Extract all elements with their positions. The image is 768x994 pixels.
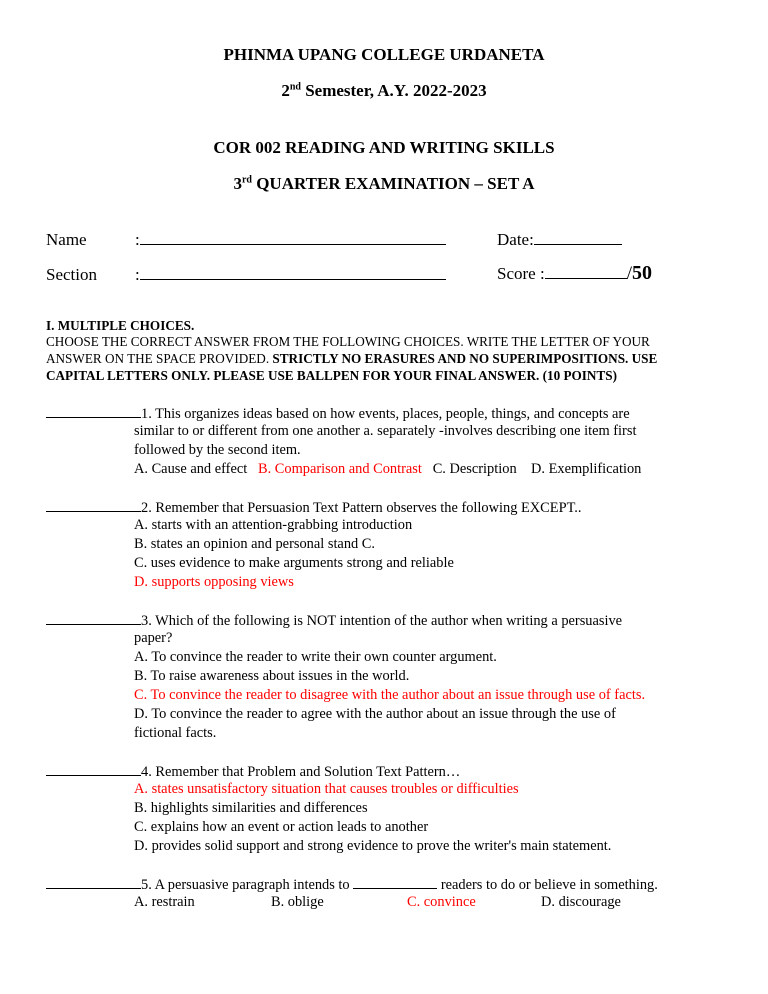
q1-option-d: D. Exemplification <box>531 461 642 477</box>
name-label: Name <box>46 230 87 249</box>
q5-option-a: A. restrain <box>134 894 195 910</box>
q5-option-c: C. convince <box>407 894 476 910</box>
answer-blank-1[interactable] <box>46 403 141 418</box>
q4-option-c: C. explains how an event or action leads to another <box>134 819 429 835</box>
score-total: 50 <box>631 262 652 284</box>
q2-option-c: C. uses evidence to make arguments strong and reliable <box>134 555 454 571</box>
q3-line-2: paper? <box>134 630 173 646</box>
section-title: I. MULTIPLE CHOICES. <box>46 318 195 333</box>
q1-options <box>134 460 641 479</box>
question-1 <box>46 403 630 424</box>
question-3 <box>46 610 622 631</box>
q2-option-a: A. starts with an attention-grabbing introduction <box>134 517 413 533</box>
score-field[interactable] <box>497 262 652 285</box>
q2-option-b: B. states an opinion and personal stand C. <box>134 536 376 552</box>
q3-option-d: D. To convince the reader to agree with the author about an issue through the use of <box>134 706 616 722</box>
instruction-line-3: CAPITAL LETTERS ONLY. PLEASE USE BALLPEN FOR YOUR FINAL ANSWER. (10 POINTS) <box>46 368 617 383</box>
course-title: COR 002 READING AND WRITING SKILLS <box>213 138 555 157</box>
score-line[interactable] <box>545 278 627 279</box>
q4-stem: 4. Remember that Problem and Solution Text Pattern… <box>141 764 461 780</box>
q5-stem-pre: 5. A persuasive paragraph intends to <box>141 877 354 893</box>
instruction-bold: STRICTLY NO ERASURES AND NO SUPERIMPOSITIONS. USE <box>272 351 658 366</box>
date-line[interactable] <box>534 244 622 245</box>
q1-line-2: similar to or different from one another a. separately -involves describing one item first <box>134 423 637 439</box>
q5-option-b: B. oblige <box>271 894 324 910</box>
q2-stem: 2. Remember that Persuasion Text Pattern observes the following EXCEPT.. <box>141 500 582 516</box>
quarter-line <box>0 174 768 194</box>
q3-option-b: B. To raise awareness about issues in the world. <box>134 668 410 684</box>
name-colon: : <box>135 230 140 249</box>
q5-option-d: D. discourage <box>541 894 621 910</box>
question-5 <box>46 874 658 895</box>
semester-line <box>0 81 768 101</box>
question-4 <box>46 761 460 782</box>
answer-blank-3[interactable] <box>46 610 141 625</box>
section-line[interactable] <box>140 279 446 280</box>
q4-option-d: D. provides solid support and strong evidence to prove the writer's main statement. <box>134 838 612 854</box>
section-label: Section <box>46 265 97 284</box>
score-label: Score : <box>497 264 545 283</box>
q3-option-a: A. To convince the reader to write their own counter argument. <box>134 649 497 665</box>
q2-option-d: D. supports opposing views <box>134 574 294 590</box>
name-line[interactable] <box>140 244 446 245</box>
instruction-normal: ANSWER ON THE SPACE PROVIDED. <box>46 351 273 366</box>
name-field[interactable] <box>135 230 446 250</box>
quarter-ordinal: 3 <box>233 174 242 193</box>
answer-blank-5[interactable] <box>46 874 141 889</box>
instruction-line-1: CHOOSE THE CORRECT ANSWER FROM THE FOLLOWING CHOICES. WRITE THE LETTER OF YOUR <box>46 334 650 349</box>
q3-option-c: C. To convince the reader to disagree with the author about an issue through use of facts. <box>134 687 646 703</box>
q5-inline-blank <box>353 874 437 889</box>
semester-suffix: nd <box>289 81 301 93</box>
semester-text: Semester, A.Y. 2022-2023 <box>300 81 487 100</box>
quarter-suffix: rd <box>241 174 252 186</box>
semester-ordinal: 2 <box>281 81 290 100</box>
answer-blank-2[interactable] <box>46 497 141 512</box>
q4-option-a: A. states unsatisfactory situation that causes troubles or difficulties <box>134 781 519 797</box>
instruction-line-2 <box>46 350 657 367</box>
section-colon: : <box>135 265 140 284</box>
q5-stem-post: readers to do or believe in something. <box>437 877 658 893</box>
school-name: PHINMA UPANG COLLEGE URDANETA <box>223 45 545 64</box>
quarter-text: QUARTER EXAMINATION – SET A <box>251 174 535 193</box>
q1-option-a: A. Cause and effect <box>134 461 248 477</box>
answer-blank-4[interactable] <box>46 761 141 776</box>
section-field[interactable] <box>135 265 446 285</box>
score-slash: / <box>626 263 632 284</box>
q4-option-b: B. highlights similarities and differences <box>134 800 368 816</box>
question-2 <box>46 497 582 518</box>
q1-stem: 1. This organizes ideas based on how events, places, people, things, and concepts are <box>141 406 630 422</box>
date-field[interactable] <box>497 230 622 250</box>
date-label: Date: <box>497 230 534 249</box>
q3-stem: 3. Which of the following is NOT intention of the author when writing a persuasive <box>141 613 623 629</box>
q1-option-b: B. Comparison and Contrast <box>258 461 422 477</box>
q1-line-3: followed by the second item. <box>134 442 301 458</box>
q3-option-d-cont: fictional facts. <box>134 725 217 741</box>
q1-option-c: C. Description <box>432 461 517 477</box>
